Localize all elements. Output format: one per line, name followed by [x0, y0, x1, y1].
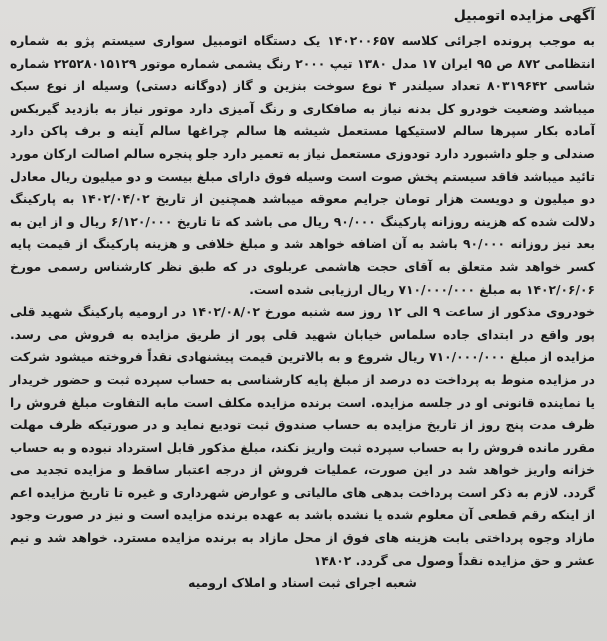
notice-signature: شعبه اجرای ثبت اسناد و املاک ارومیه	[188, 576, 417, 591]
notice-paragraph-auction-terms: خودروی مذکور از ساعت ۹ الی ۱۲ روز سه شنبه مورخ ۱۴۰۲/۰۸/۰۲ در ارومیه پارکینگ شهید قلی پور واقع در ابتدای جاده سلماس خیابان شهید قلی پور از طریق مزایده به فروش می رسد. مزایده از مبلغ ۷۱۰/۰۰۰/۰۰۰ ریال شروع و به بالاترین قیمت پیشنهادی نقداً فروخته میشود شرکت در مزایده منوط به پرداخت ده درصد از مبلغ پایه کارشناسی به حساب سپرده ثبت و حضور خریدار یا نماینده قانونی او در جلسه مزایده. است برنده مزایده مکلف است مابه التفاوت مبلغ فروش را ظرف مدت پنج روز از تاریخ مزایده به حساب صندوق ثبت تودیع نماید و در صورتیکه ظرف مهلت مقرر مانده فروش را به حساب سپرده ثبت واریز نکند، مبلغ مذکور قابل استرداد نبوده و به حساب خزانه واریز خواهد شد در این صورت، عملیات فروش از درجه اعتبار ساقط و مزایده تجدید می گردد. لازم به ذکر است پرداخت بدهی های مالیاتی و عوارض شهرداری و غیره تا تاریخ مزایده اعم از اینکه رقم قطعی آن معلوم شده یا نشده باشد به عهده برنده مزایده است و نیز در صورت وجود مازاد وجوه پرداختی بابت هزینه های فوق از محل مازاد به برنده مزایده مسترد. خواهد شد و نیم عشر و حق مزایده نقداً وصول می گردد. ۱۴۸۰۲	[10, 305, 595, 568]
notice-title: آگهی مزایده اتومبیل	[453, 8, 595, 24]
notice-paragraph-vehicle-description: به موجب پرونده اجرائی کلاسه ۱۴۰۲۰۰۶۵۷ یک دستگاه اتومبیل سواری سیستم پژو به شماره انتظامی ۸۷۲ ص ۹۵ ایران ۱۷ مدل ۱۳۸۰ تیپ ۲۰۰۰ رنگ یشمی شماره موتور ۲۲۵۲۸۰۱۵۱۲۹ شماره شاسی ۸۰۳۱۹۶۴۲ تعداد سیلندر ۴ نوع سوخت بنزین و گاز (دوگانه دستی) وسیله از نوع سبک میباشد وضعیت خودرو کل بدنه نیاز به صافکاری و رنگ آمیزی دارد موتور نیاز به بازدید گیربکس آماده بکار سپرها سالم لاستیکها مستعمل شیشه ها سالم چراغها سالم آینه و برف پاکن دارد صندلی و جلو داشبورد دارد تودوزی مستعمل نیاز به تعمیر دارد جلو پنجره سالم اصالت ارکان مورد تائید میباشد فاقد سیستم پخش صوت است وسیله فوق دارای مبلغ بیست و دو میلیون ریال معادل دو میلیون و دویست هزار تومان جرایم معوقه میباشد همچنین از تاریخ ۱۴۰۲/۰۴/۰۲ به پارکینگ دلالت شده که هزینه روزانه پارکینگ ۹۰/۰۰۰ ریال می باشد که تا تاریخ ۶/۱۲۰/۰۰۰ ریال و از این به بعد نیز روزانه ۹۰/۰۰۰ باشد به آن اضافه خواهد شد و مبلغ خلافی و هزینه پارکینگ از قیمت پایه کسر خواهد شد متعلق به آقای حجت هاشمی عربلوی در که طبق نظر کارشناس رسمی مورخ ۱۴۰۲/۰۶/۰۶ به مبلغ ۷۱۰/۰۰۰/۰۰۰ ریال ارزیابی شده است.	[10, 34, 596, 297]
